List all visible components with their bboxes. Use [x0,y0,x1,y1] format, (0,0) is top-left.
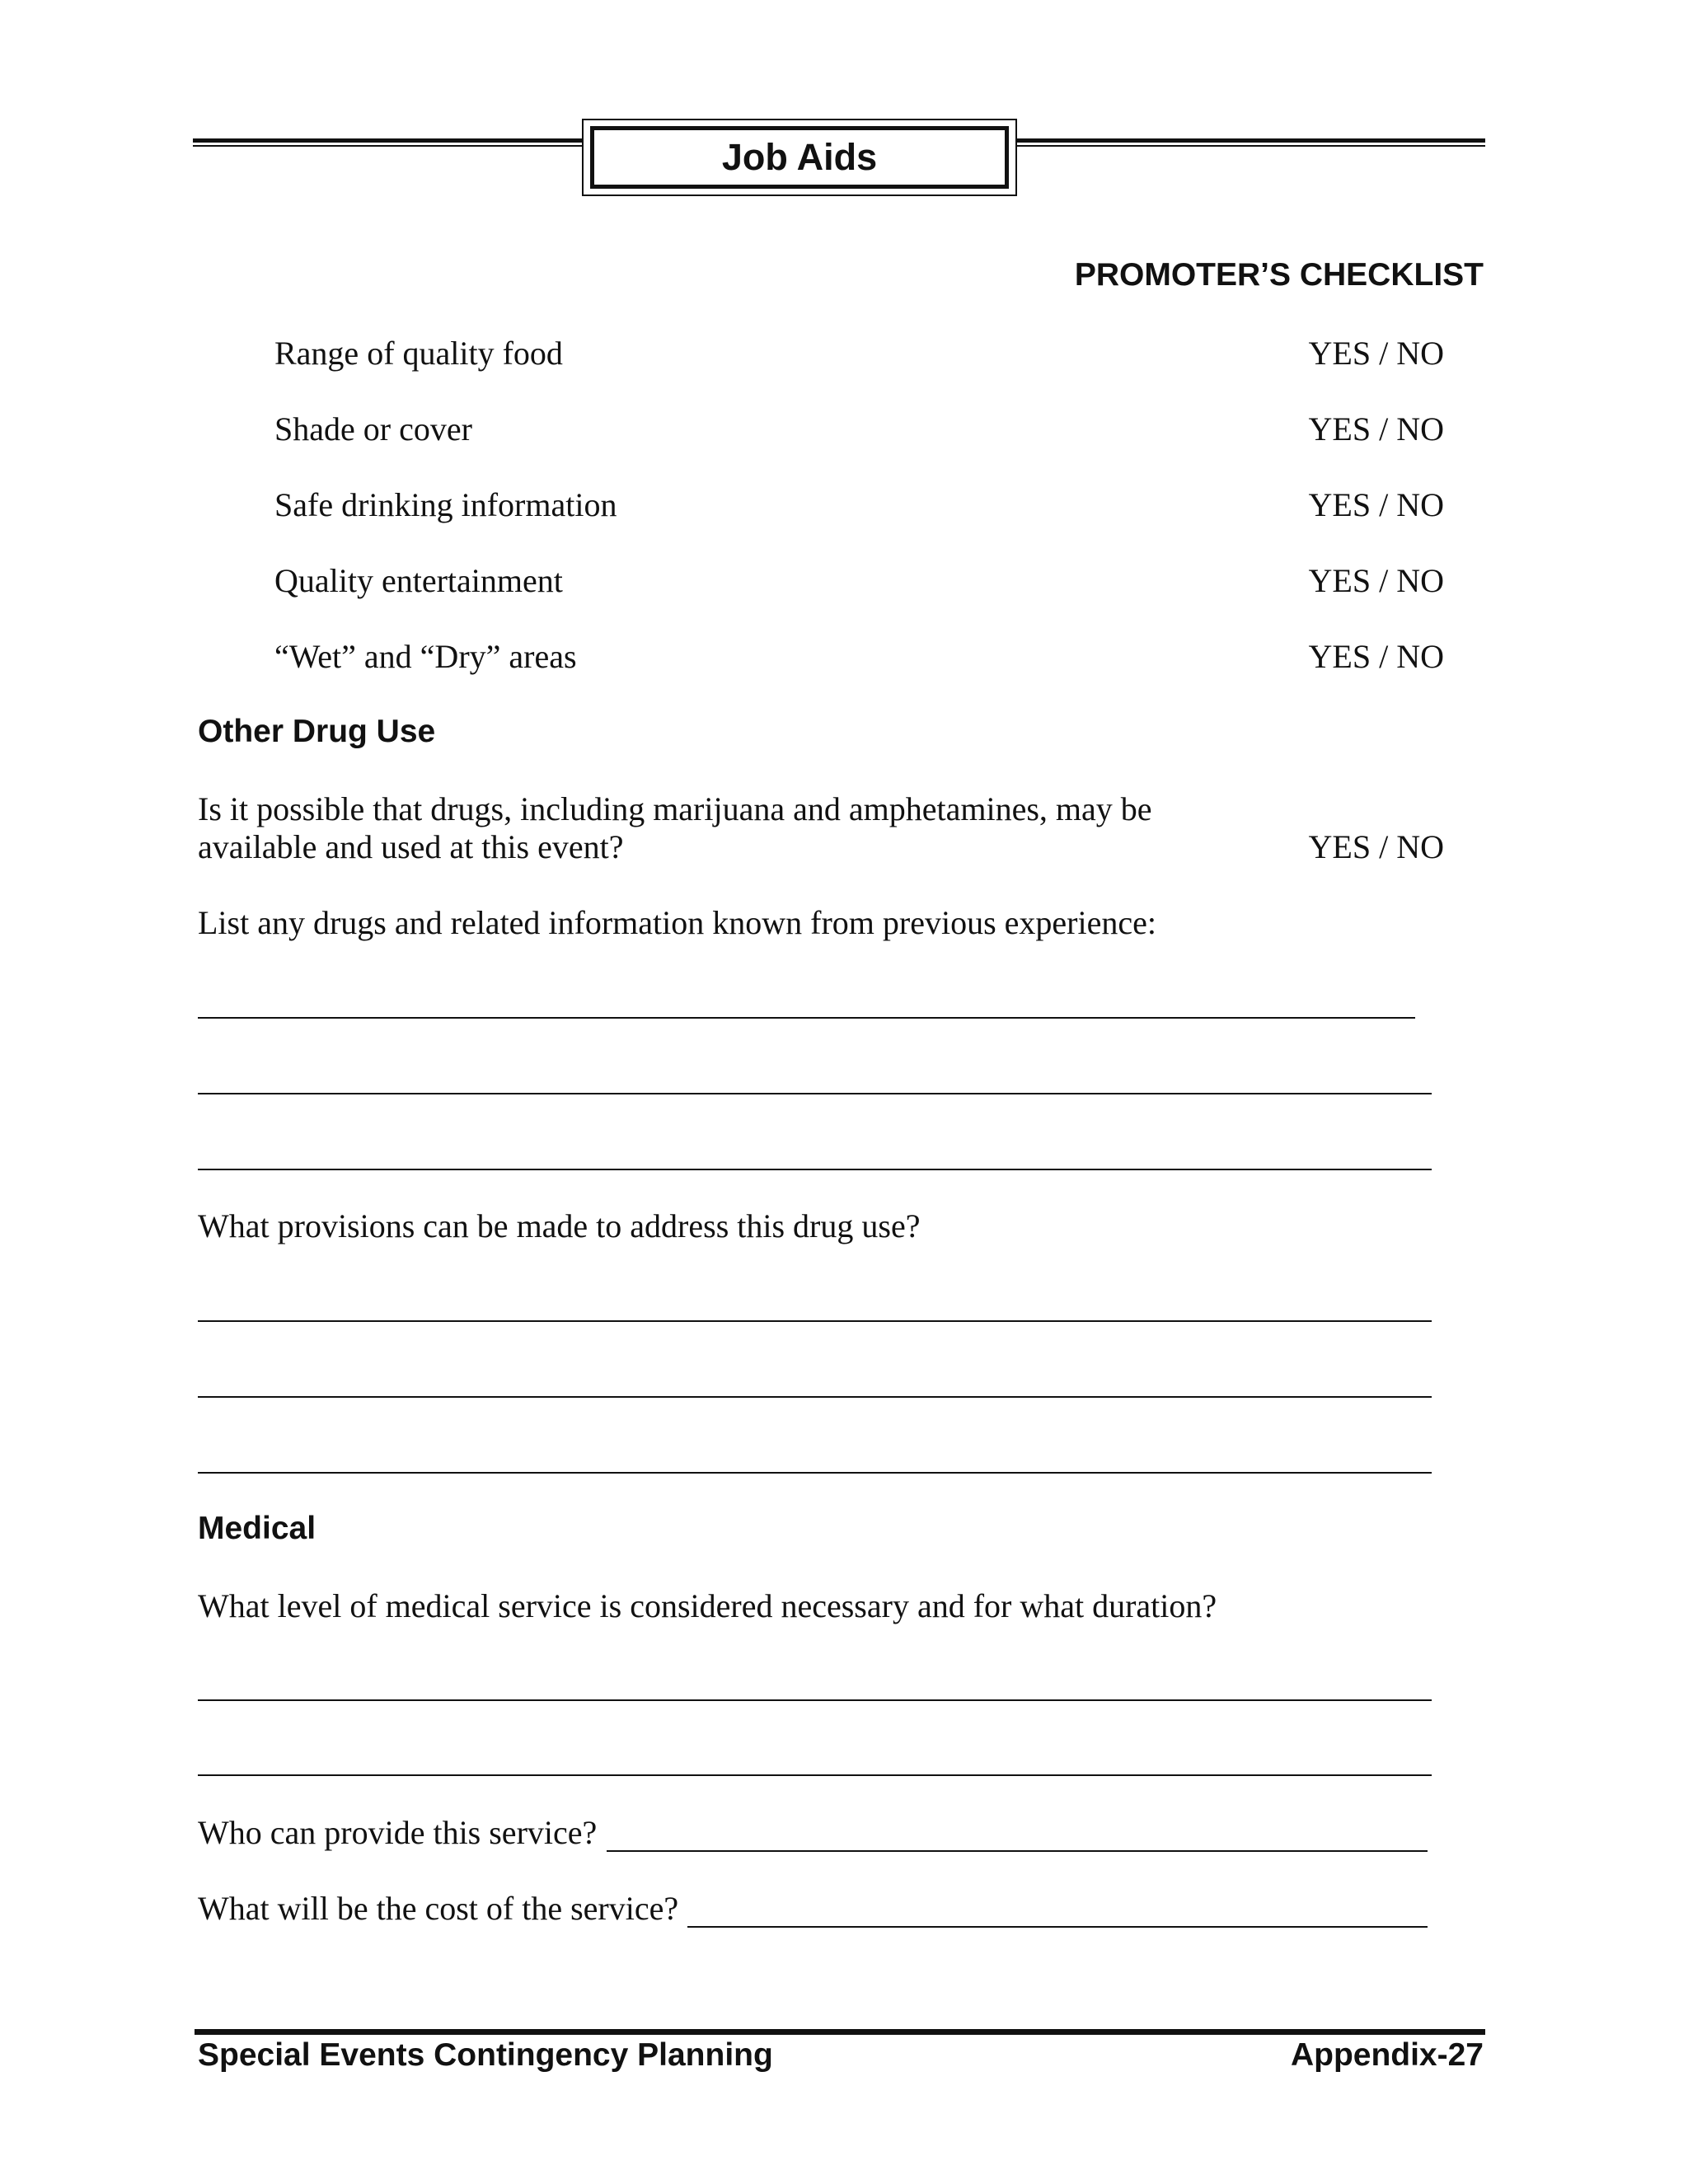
section-title: PROMOTER’S CHECKLIST [1074,257,1484,293]
medical-level-prompt: What level of medical service is considered necessary and for what duration? [198,1587,1217,1624]
checklist-item-label: “Wet” and “Dry” areas [274,638,577,675]
checklist-item-answer: YES / NO [1308,410,1444,448]
checklist-item-answer: YES / NO [1308,638,1444,675]
drug-question-line2: available and used at this event? [198,828,624,865]
drug-list-answer-line[interactable] [198,1169,1432,1170]
checklist-item-answer: YES / NO [1308,562,1444,599]
header-rule-left-thin [193,145,582,147]
medical-heading: Medical [198,1511,316,1546]
header-rule-right-thin [1017,145,1485,147]
medical-cost-prompt: What will be the cost of the service? [198,1890,679,1927]
checklist-item-answer: YES / NO [1308,335,1444,372]
footer-page-number: Appendix-27 [1290,2037,1484,2073]
drug-list-answer-line[interactable] [198,1017,1415,1019]
page-title: Job Aids [721,136,878,178]
medical-level-answer-line[interactable] [198,1774,1432,1776]
medical-level-answer-line[interactable] [198,1699,1432,1701]
header-rule-left-thick [193,138,582,143]
medical-cost-answer-line[interactable] [687,1926,1428,1928]
checklist-item-label: Safe drinking information [274,486,617,523]
provisions-answer-line[interactable] [198,1320,1432,1322]
drug-list-prompt: List any drugs and related information known from previous experience: [198,904,1156,941]
footer-rule [195,2029,1485,2035]
checklist-item-label: Quality entertainment [274,562,563,599]
footer-title: Special Events Contingency Planning [198,2037,773,2073]
header-rule-right-thick [1017,138,1485,143]
checklist-item-label: Shade or cover [274,410,472,448]
drug-question-answer: YES / NO [1308,828,1444,865]
provisions-prompt: What provisions can be made to address this drug use? [198,1207,921,1244]
other-drug-use-heading: Other Drug Use [198,714,436,749]
title-box [590,126,1009,189]
provisions-answer-line[interactable] [198,1396,1432,1398]
drug-list-answer-line[interactable] [198,1093,1432,1094]
medical-who-answer-line[interactable] [607,1850,1428,1852]
provisions-answer-line[interactable] [198,1472,1432,1474]
drug-question-line1: Is it possible that drugs, including marijuana and amphetamines, may be [198,790,1152,827]
checklist-item-answer: YES / NO [1308,486,1444,523]
medical-who-prompt: Who can provide this service? [198,1814,598,1851]
checklist-item-label: Range of quality food [274,335,563,372]
